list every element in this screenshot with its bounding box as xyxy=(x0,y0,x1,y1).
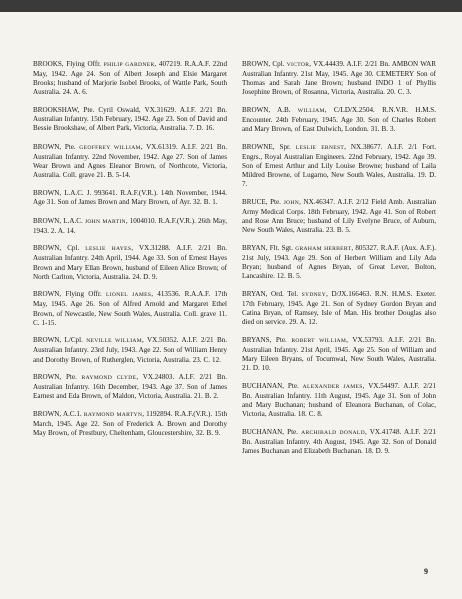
register-entry: BUCHANAN, Pte. ALEXANDER JAMES, VX.54497. A.I.F. 2/21 Bn. Australian Infantry. 11th August, 1945. Age 31. Son of John and Mary Buchanan; husband of Eleanora Buchanan, of Colac, Victoria, Australia. 18. C. 8. xyxy=(242,381,436,419)
register-entry: BROWN, L/Cpl. NEVILLE WILLIAM, VX.50352. A.I.F. 2/21 Bn. Australian Infantry. 23rd July, 1943. Age 22. Son of William Henry and Dorothy Brown, of Rutherglen, Victoria, Australia. 23. C. 12. xyxy=(33,336,227,364)
register-entry: BROWN, L.A.C. J. 993641. R.A.F.(V.R.). 14th November, 1944. Age 31. Son of James Brown and Mary Brown, of Ayr. 32. B. 1. xyxy=(33,188,227,206)
register-entry: BRUCE, Pte. JOHN, NX.46347. A.I.F. 2/12 Field Amb. Australian Army Medical Corps. 18th February, 1942. Age 41. Son of Robert and Rose Ann Bruce; husband of Lily Evelyne Bruce, of Auburn, New South Wales, Australia. 23. B. 5. xyxy=(242,197,436,235)
register-entry: BRYAN, Ord. Tel. SYDNEY, D/JX.166463. R.N. H.M.S. Exeter. 17th February, 1945. Age 21. Son of Sydney Gordon Bryan and Catina Bryan, of Ramsey, Isle of Man. His brother Douglas also died on service. 29. A. 12. xyxy=(242,289,436,327)
register-entry: BRYANS, Pte. ROBERT WILLIAM, VX.53793. A.I.F. 2/21 Bn. Australian Infantry. 21st April, 1945. Age 25. Son of William and Mary Eileen Bryans, of Tocumwal, New South Wales, Australia. 21. D. 10. xyxy=(242,335,436,373)
page-top-edge xyxy=(0,0,462,12)
register-entry: BROWN, Cpl. LESLIE HAYES, VX.31288. A.I.F. 2/21 Bn. Australian Infantry. 24th April, 1944. Age 33. Son of Ernest Hayes Brown and Mary Ellan Brown, husband of Eileen Alice Brown; of North Carlton, Victoria, Australia. 24. D. 9. xyxy=(33,244,227,281)
left-column xyxy=(33,60,227,465)
register-entry: BROWN, L.A.C. JOHN MARTIN, 1004010. R.A.F.(V.R.). 26th May, 1943. 2. A. 14. xyxy=(33,216,228,235)
register-entry: BROWN, Cpl. VICTOR, VX.44439. A.I.F. 2/21 Bn. AMBON WAR Australian Infantry. 21st May, 1945. Age 30. CEMETERY Son of Thomas and Sarah Jane Brown; husband INDO 1 of Phyllis Josephine Brown, of Rosanna, Victoria, Australia. 20. C. 3. xyxy=(242,60,436,97)
register-entry: BROOKSHAW, Pte. Cyril Oswald, VX.31629. A.I.F. 2/21 Bn. Australian Infantry. 15th February, 1942. Age 23. Son of David and Bessie Brookshaw, of Albert Park, Victoria, Australia. 7. D. 16. xyxy=(33,105,227,133)
register-entry: BUCHANAN, Pte. ARCHIBALD DONALD, VX.41748. A.I.F. 2/21 Bn. Australian Infantry. 4th August, 1945. Age 32. Son of Donald James Buchanan and Elizabeth Buchanan. 18. D. 9. xyxy=(242,427,436,455)
register-entry: BRYAN, Flt. Sgt. GRAHAM HERBERT, 805327. R.A.F. (Aux. A.F.). 21st July, 1943. Age 29. Son of Herbert William and Lily Ada Bryan; husband of Agnes Bryan, of Great Lever, Bolton, Lancashire. 12. B. 5. xyxy=(242,243,436,281)
register-columns xyxy=(33,60,436,465)
register-entry: BROWN, A.C.1. RAYMOND MARTYN, 1192894. R.A.F.(V.R.). 15th March, 1945. Age 22. Son of Frederick A. Brown and Dorothy May Brown, of Prestbury, Cheltenham, Gloucestershire, 32. B. 9. xyxy=(33,410,227,438)
right-column xyxy=(242,60,436,465)
register-entry: BROWN, Pte. RAYMOND CLYDE, VX.24803. A.I.F. 2/21 Bn. Australian Infantry. 16th December, 1943. Age 37. Son of James Earnest and Eda Brown, of Maldon, Victoria, Australia. 21. B. 2. xyxy=(33,373,227,401)
register-entry: BROWN, A.B. WILLIAM, C/LD/X.2504. R.N.V.R. H.M.S. Encounter. 24th February, 1945. Age 30. Son of Charles Robert and Mary Brown, of East Dulwich, London. 31. B. 3. xyxy=(242,105,436,134)
register-entry: BROWN, Flying Offr. LIONEL JAMES, 413536. R.A.A.F. 17th May, 1945. Age 26. Son of Alfred Arnold and Margaret Ethel Brown, of Newcastle, New South Wales, Australia. Coll. grave 11. C. 1-15. xyxy=(33,290,227,327)
page-number: 9 xyxy=(424,567,428,576)
register-entry: BROWN, Pte. GEOFFREY WILLIAM, VX.61319. A.I.F. 2/21 Bn. Australian Infantry. 22nd November, 1942. Age 27. Son of James Wear Brown and Agnes Eleanor Brown, of Northcote, Victoria, Australia. Coll. grave 21. B. 5-14. xyxy=(33,142,227,180)
register-entry: BROOKS, Flying Offr. PHILIP GARDNER, 407219. R.A.A.F. 22nd May, 1942. Age 24. Son of Albert Joseph and Elsie Margaret Brooks; husband of Marjorie Isobel Brooks, of Wattle Park, South Australia. 24. A. 6. xyxy=(33,60,227,97)
register-entry: BROWNE, Spr. LESLIE ERNEST, NX.38677. A.I.F. 2/1 Fort. Engrs., Royal Australian Engineers. 22nd February, 1942. Age 39. Son of Ernest Arthur and Lily Louise Browne; husband of Laila Mildred Browne, of Lugarno, New South Wales, Australia. 19. D. 7. xyxy=(242,142,436,189)
